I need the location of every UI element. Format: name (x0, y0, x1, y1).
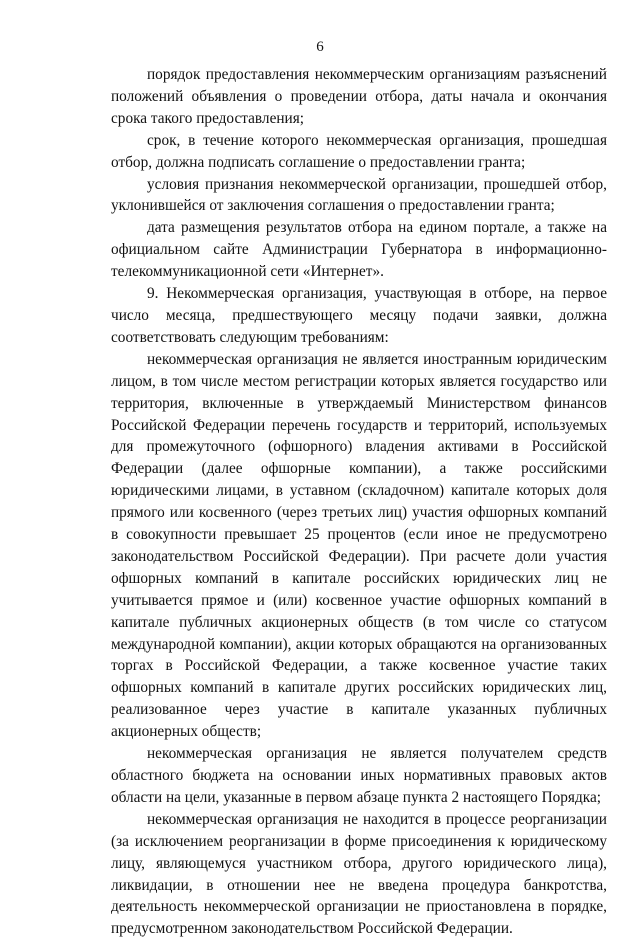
paragraph-agreement-deadline: срок, в течение которого некоммерческая организация, прошедшая отбор, должна подписать соглашение о предоставлении гранта; (111, 131, 607, 171)
paragraph-clarification-order: порядок предоставления некоммерческим организациям разъяснений положений объявления о проведении отбора, даты начала и окончания срока такого предоставления; (111, 66, 607, 127)
paragraph-item-9: 9. Некоммерческая организация, участвующая в отборе, на первое число месяца, предшествующего месяцу подачи заявки, должна соответствовать следующим требованиям: (111, 285, 607, 346)
paragraph-evasion-conditions: условия признания некоммерческой организации, прошедшей отбор, уклонившейся от заключения соглашения о предоставлении гранта; (111, 175, 607, 215)
paragraph-offshore-requirement: некоммерческая организация не является иностранным юридическим лицом, в том числе местом регистрации которых является государство или территория, включенные в утверждаемый Министерством финансов Российской Федерации перечень государств и территорий, используемых для промежуточного (офшорного) владения активами в Российской Федерации (далее офшорные компании), а также российскими юридическими лицами, в уставном (складочном) капитале которых доля прямого или косвенного (через третьих лиц) участия офшорных компаний в совокупности превышает 25 процентов (если иное не предусмотрено законодательством Российской Федерации). При расчете доли участия офшорных компаний в капитале российских юридических лиц не учитывается прямое и (или) косвенное участие офшорных компаний в капитале публичных акционерных обществ (в том числе со статусом международной компании), акции которых обращаются на организованных торгах в Российской Федерации, а также косвенное участие таких офшорных компаний в капитале других российских юридических лиц, реализованное через участие в капитале указанных публичных акционерных обществ; (111, 350, 607, 741)
paragraph-results-publication: дата размещения результатов отбора на едином портале, а также на официальном сайте Администрации Губернатора в информационно-телекоммуникационной сети «Интернет». (111, 219, 607, 281)
page-number: 6 (316, 39, 324, 55)
document-body (111, 64, 607, 940)
paragraph-budget-requirement: некоммерческая организация не является получателем средств областного бюджета на основании иных нормативных правовых актов области на цели, указанные в первом абзаце пункта 2 настоящего Порядка; (111, 745, 607, 806)
paragraph-reorganization-requirement: некоммерческая организация не находится в процессе реорганизации (за исключением реорганизации в форме присоединения к юридическому лицу, являющемуся участником отбора, другого юридического лица), ликвидации, в отношении нее не введена процедура банкротства, деятельность некоммерческой организации не приостановлена в порядке, предусмотренном законодательством Российской Федерации. (111, 810, 607, 938)
